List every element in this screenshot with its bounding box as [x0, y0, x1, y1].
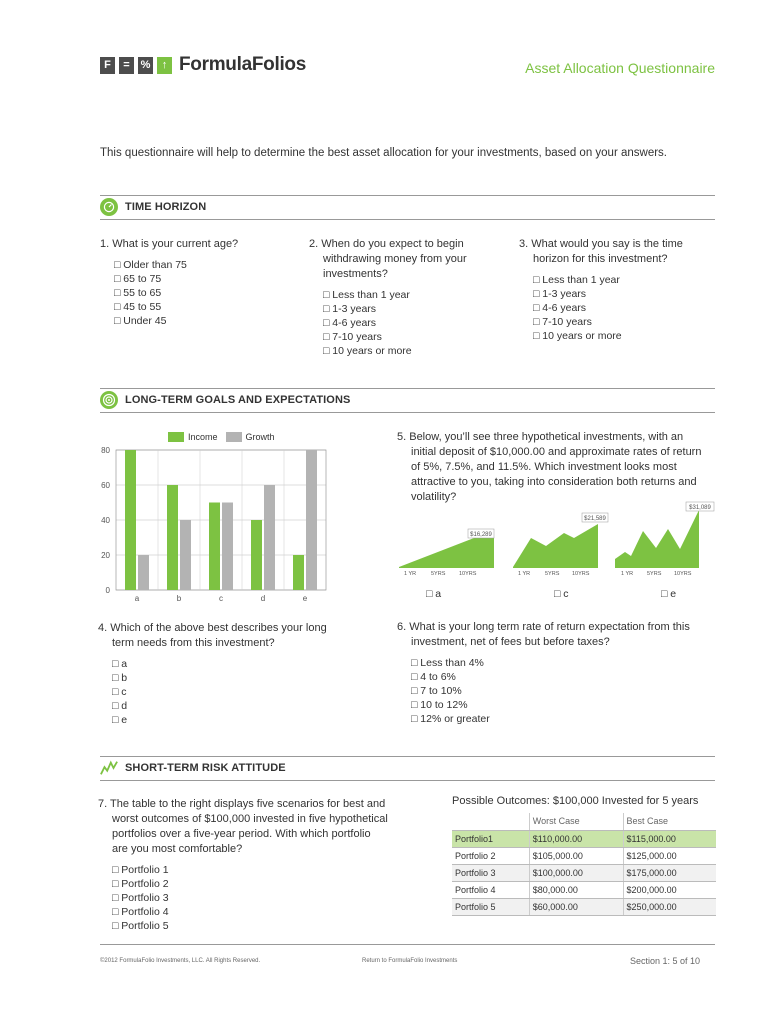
- question-2: [309, 237, 489, 358]
- bar-growth-a: [138, 555, 149, 590]
- q1-option[interactable]: □ 45 to 55: [114, 301, 162, 313]
- y-tick-label: 80: [101, 446, 110, 455]
- q1-option[interactable]: □ Older than 75: [114, 259, 187, 271]
- q7-option[interactable]: □ Portfolio 3: [112, 892, 169, 904]
- x-tick-label: d: [260, 594, 266, 603]
- x-tick-label: e: [302, 594, 308, 603]
- q2-option[interactable]: □ 4-6 years: [323, 317, 377, 329]
- table-cell: $200,000.00: [623, 881, 716, 898]
- q7-option[interactable]: □ Portfolio 4: [112, 906, 169, 918]
- table-cell: Portfolio1: [452, 830, 529, 847]
- q4-option[interactable]: □ c: [112, 686, 127, 698]
- y-tick-label: 40: [101, 516, 110, 525]
- q6-option[interactable]: □ 4 to 6%: [411, 671, 456, 683]
- q6-option[interactable]: □ 7 to 10%: [411, 685, 462, 697]
- bar-growth-b: [180, 520, 191, 590]
- y-tick-label: 0: [105, 586, 110, 595]
- question-3: [519, 237, 709, 343]
- table-cell: $110,000.00: [529, 830, 623, 847]
- q7-option[interactable]: □ Portfolio 2: [112, 878, 169, 890]
- table-cell: Portfolio 5: [452, 898, 529, 915]
- table-cell: Portfolio 2: [452, 847, 529, 864]
- q5-option-a[interactable]: □ a: [426, 588, 442, 600]
- logo-up-arrow-icon: ↑: [157, 57, 172, 74]
- logo-text: FormulaFolios: [179, 54, 306, 75]
- table-header-row: [452, 813, 716, 830]
- q3-option[interactable]: □ 4-6 years: [533, 302, 587, 314]
- q1-option[interactable]: □ Under 45: [114, 315, 167, 327]
- section-divider: [100, 219, 715, 220]
- section-title: SHORT-TERM RISK ATTITUDE: [125, 762, 286, 774]
- question-text: 6. What is your long term rate of return expectation from this investment, net of fees but before taxes?: [397, 621, 690, 648]
- q6-option[interactable]: □ 10 to 12%: [411, 699, 468, 711]
- logo: [100, 54, 306, 76]
- logo-f-box: F: [100, 57, 115, 74]
- q3-option[interactable]: □ 1-3 years: [533, 288, 587, 300]
- x-tick-label: b: [176, 594, 182, 603]
- q3-option[interactable]: □ 10 years or more: [533, 330, 622, 342]
- document-title: Asset Allocation Questionnaire: [525, 60, 715, 76]
- section-header-risk: [100, 759, 286, 777]
- question-text: 3. What would you say is the time horizon for this investment?: [519, 238, 683, 265]
- q2-option[interactable]: □ 1-3 years: [323, 303, 377, 315]
- table-header-cell: Worst Case: [529, 813, 623, 830]
- table-row: [452, 898, 716, 915]
- table-cell: $250,000.00: [623, 898, 716, 915]
- bar-growth-c: [222, 503, 233, 591]
- question-text: 1. What is your current age?: [100, 238, 239, 250]
- page-number: Section 1: 5 of 10: [629, 956, 700, 966]
- table-cell: Portfolio 3: [452, 864, 529, 881]
- investment-e-area: [615, 510, 699, 568]
- bar-growth-e: [306, 450, 317, 590]
- investment-e-value: $31,089: [689, 505, 711, 511]
- table-row: [452, 881, 716, 898]
- logo-equals-box: =: [119, 57, 134, 74]
- legend-label-growth: Growth: [245, 432, 275, 442]
- investment-a-area: [399, 534, 494, 568]
- question-4: [98, 621, 328, 727]
- q5-option-c[interactable]: □ c: [554, 588, 569, 600]
- table-row: [452, 864, 716, 881]
- section-title: TIME HORIZON: [125, 201, 207, 213]
- question-text: 2. When do you expect to begin withdrawing money from your investments?: [309, 238, 467, 280]
- question-5: [397, 430, 707, 505]
- table-row: [452, 847, 716, 864]
- y-tick-label: 20: [101, 551, 110, 560]
- hypothetical-investment-charts: [396, 500, 716, 582]
- table-cell: $175,000.00: [623, 864, 716, 881]
- investment-e-axis-1yr: 1 YR: [621, 571, 634, 577]
- return-link[interactable]: Return to FormulaFolio Investments: [362, 958, 458, 964]
- q3-option[interactable]: □ Less than 1 year: [533, 274, 620, 286]
- section-divider: [100, 412, 715, 413]
- q1-option[interactable]: □ 55 to 65: [114, 287, 162, 299]
- bar-growth-d: [264, 485, 275, 590]
- section-header-time-horizon: [100, 198, 206, 216]
- outcomes-title: Possible Outcomes: $100,000 Invested for 5 years: [452, 795, 699, 807]
- legend-label-income: Income: [188, 432, 218, 442]
- q7-option[interactable]: □ Portfolio 1: [112, 864, 169, 876]
- zigzag-chart-icon: [100, 759, 118, 777]
- investment-c-axis-1yr: 1 YR: [518, 571, 531, 577]
- investment-e-axis-5yrs: 5YRS: [647, 571, 662, 577]
- q3-option[interactable]: □ 7-10 years: [533, 316, 592, 328]
- investment-a-axis-10yrs: 10YRS: [459, 571, 477, 577]
- investment-a-value: $16,289: [470, 532, 492, 538]
- section-header-goals: [100, 391, 350, 409]
- outcomes-table: [452, 813, 716, 916]
- target-icon: [100, 391, 118, 409]
- logo-percent-box: %: [138, 57, 153, 74]
- investment-a-axis-1yr: 1 YR: [404, 571, 417, 577]
- investment-c-axis-10yrs: 10YRS: [572, 571, 590, 577]
- question-text: 5. Below, you’ll see three hypothetical investments, with an initial deposit of $10,000.00 and approximate rates of return of 5%, 7.5%, and 11.5%. Which investment looks most attractive to you, taking into consideration both returns and volatility?: [397, 431, 702, 503]
- x-tick-label: a: [134, 594, 140, 603]
- question-6: [397, 620, 697, 726]
- intro-text: This questionnaire will help to determine the best asset allocation for your investments, based on your answers.: [100, 147, 667, 159]
- q4-option[interactable]: □ e: [112, 714, 128, 726]
- copyright: ©2012 FormulaFolio Investments, LLC. All Rights Reserved.: [100, 958, 261, 964]
- investment-c-area: [513, 524, 598, 568]
- q6-option[interactable]: □ 12% or greater: [411, 713, 490, 725]
- table-header-cell: Best Case: [623, 813, 716, 830]
- q1-option[interactable]: □ 65 to 75: [114, 273, 162, 285]
- bar-chart: [88, 428, 338, 608]
- bar-income-c: [209, 503, 220, 591]
- investment-c-axis-5yrs: 5YRS: [545, 571, 560, 577]
- question-text: 7. The table to the right displays five scenarios for best and worst outcomes of $100,000 invested in five hypothetical portfolios over a five-year period. With which portfolio are you most comfortable?: [98, 798, 388, 855]
- q2-option[interactable]: □ Less than 1 year: [323, 289, 410, 301]
- q4-option[interactable]: □ a: [112, 658, 128, 670]
- q5-option-e[interactable]: □ e: [661, 588, 677, 600]
- q2-option[interactable]: □ 7-10 years: [323, 331, 382, 343]
- question-text: 4. Which of the above best describes your long term needs from this investment?: [98, 622, 327, 649]
- section-title: LONG-TERM GOALS AND EXPECTATIONS: [125, 394, 351, 406]
- y-tick-label: 60: [101, 481, 110, 490]
- section-divider: [100, 756, 715, 757]
- table-cell: $105,000.00: [529, 847, 623, 864]
- table-row: [452, 830, 716, 847]
- clock-icon: [100, 198, 118, 216]
- question-7: [98, 797, 388, 933]
- table-cell: $80,000.00: [529, 881, 623, 898]
- table-header-cell: [452, 813, 529, 830]
- section-divider: [100, 388, 715, 389]
- bar-income-a: [125, 450, 136, 590]
- x-tick-label: c: [219, 594, 223, 603]
- q6-option[interactable]: □ Less than 4%: [411, 657, 484, 669]
- q2-option[interactable]: □ 10 years or more: [323, 345, 412, 357]
- question-1: [100, 237, 290, 328]
- section-divider: [100, 780, 715, 781]
- bar-income-e: [293, 555, 304, 590]
- table-cell: Portfolio 4: [452, 881, 529, 898]
- q4-option[interactable]: □ d: [112, 700, 128, 712]
- table-cell: $100,000.00: [529, 864, 623, 881]
- q7-option[interactable]: □ Portfolio 5: [112, 920, 169, 932]
- q4-option[interactable]: □ b: [112, 672, 128, 684]
- footer-divider: [100, 944, 715, 945]
- section-divider: [100, 195, 715, 196]
- investment-c-value: $21,589: [584, 516, 606, 522]
- investment-a-axis-5yrs: 5YRS: [431, 571, 446, 577]
- table-cell: $60,000.00: [529, 898, 623, 915]
- bar-income-d: [251, 520, 262, 590]
- investment-e-axis-10yrs: 10YRS: [674, 571, 692, 577]
- table-cell: $115,000.00: [623, 830, 716, 847]
- table-cell: $125,000.00: [623, 847, 716, 864]
- bar-income-b: [167, 485, 178, 590]
